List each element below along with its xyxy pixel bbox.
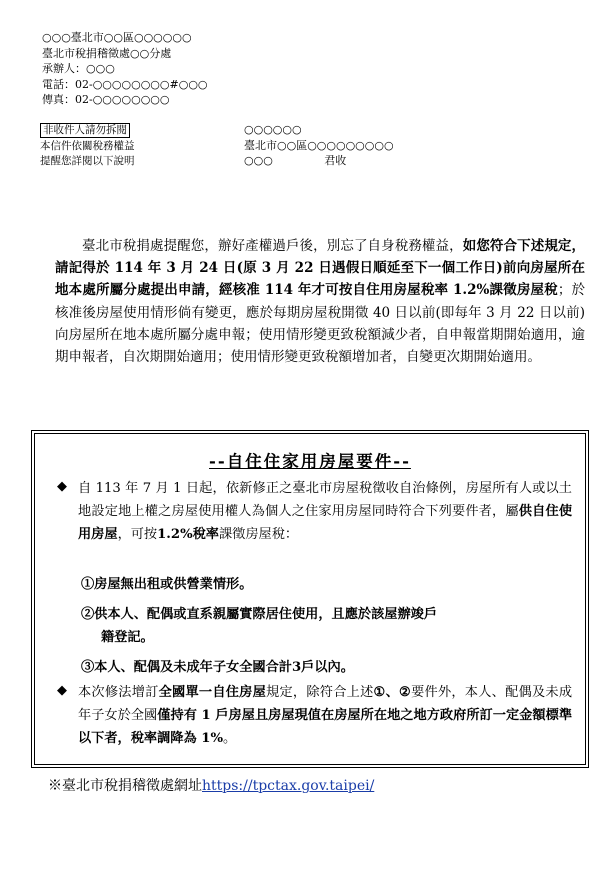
intro-paragraph <box>55 235 585 368</box>
recipient-block <box>244 122 394 169</box>
recipient-address: 臺北市○○區○○○○○○○○○ <box>244 138 394 152</box>
recipient-name: ○○○ <box>244 154 273 167</box>
sender-office: 臺北市稅捐稽徵處○○分處 <box>42 46 172 60</box>
website-footer <box>48 775 374 795</box>
diamond-bullet-icon: ◆ <box>57 479 67 494</box>
website-label: ※臺北市稅捐稽徵處網址 <box>48 778 202 794</box>
requirements-box <box>34 433 586 765</box>
do-not-open-label: 非收件人請勿拆閱 <box>40 123 130 138</box>
notice-line-3: 提醒您詳閱以下說明 <box>40 155 135 167</box>
requirements-title: --自住住家用房屋要件-- <box>209 452 411 471</box>
diamond-bullet-icon: ◆ <box>57 683 67 698</box>
condition-2-cont: 籍登記。 <box>101 630 154 645</box>
website-link[interactable]: https://tpctax.gov.taipei/ <box>202 778 375 794</box>
recipient-name-line <box>244 153 394 169</box>
condition-1: ①房屋無出租或供營業情形。 <box>81 577 253 592</box>
intro-emphasis: 如您符合下述規定，請記得於 114 年 3 月 24 日(原 3 月 22 日遇假日順延至下一個工作日)前向房屋所在地本處所屬分處提出申請，經核准 114 年才可按自住用房屋稅率 1.2%課徵房屋稅 <box>55 238 586 299</box>
sender-address: ○○○臺北市○○區○○○○○○ <box>42 31 192 44</box>
recipient-suffix: 君收 <box>324 154 347 167</box>
requirement-item-2: 本次修法增訂全國單一自住房屋規定，除符合上述①、②要件外，本人、配偶及未成年子女於全國僅持有 1 戶房屋且房屋現值在房屋所在地之地方政府所訂一定金額標準以下者，稅率調降為 1%。 <box>78 685 573 746</box>
condition-2: ②供本人、配偶或直系親屬實際居住使用，且應於該屋辦竣戶 <box>81 607 438 622</box>
intro-text-cont: ；於核准後房屋使用情形倘有變更，應於每期房屋稅開徵 40 日以前(即每年 3 月 22 日以前)向房屋所在地本處所屬分處申報；使用情形變更致稅額減少者，自申報當期開始適用，逾期申報者，自次期開始適用；使用情形變更致稅額增加者，自變更次期開始適用。 <box>55 282 586 366</box>
envelope-notice <box>40 123 135 170</box>
intro-text: 臺北市稅捐處提醒您，辦好產權過戶後，別忘了自身稅務權益， <box>82 238 463 254</box>
sender-header <box>42 30 208 108</box>
requirement-item-1: 自 113 年 7 月 1 日起，依新修正之臺北市房屋稅徵收自治條例，房屋所有人或以土地設定地上權之房屋使用權人為個人之住家用房屋同時符合下列要件者，屬供自住使用房屋，可按1.2%稅率課徵房屋稅： <box>78 481 573 542</box>
condition-3: ③本人、配偶及未成年子女全國合計3戶以內。 <box>81 660 354 675</box>
postal-code: ○○○○○○ <box>244 123 302 136</box>
phone: 電話：02-○○○○○○○○#○○○ <box>42 77 208 91</box>
fax: 傳真：02-○○○○○○○○ <box>42 93 170 107</box>
notice-line-2: 本信件依關稅務權益 <box>40 139 135 152</box>
handler: 承辦人：○○○ <box>42 62 115 76</box>
